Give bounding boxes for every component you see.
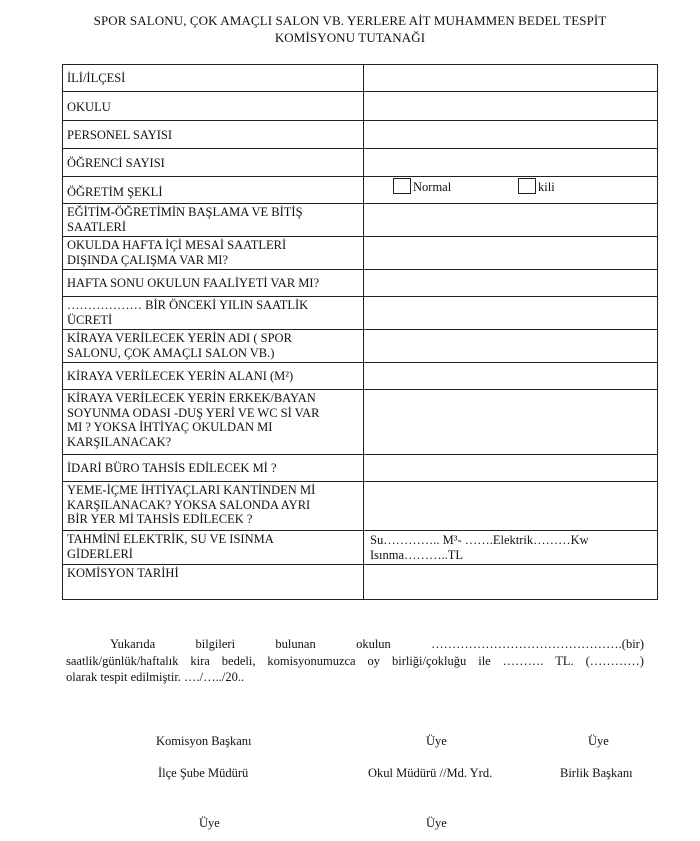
row-personel <box>63 121 658 149</box>
label-ogrenci: ÖĞRENCİ SAYISI <box>63 149 364 177</box>
decision-paragraph <box>66 636 644 686</box>
label-saatlik-ucret <box>63 297 364 330</box>
row-ogrenci <box>63 149 658 177</box>
row-saatlik-ucret <box>63 297 658 330</box>
label-egitim-saatleri <box>63 204 364 237</box>
label-line: DIŞINDA ÇALIŞMA VAR MI? <box>67 252 229 267</box>
ikili-checkbox[interactable] <box>518 178 536 194</box>
field-okulu[interactable] <box>364 92 658 121</box>
row-soyunma-odasi <box>63 390 658 455</box>
word: bulunan <box>275 637 316 651</box>
word: bilgileri <box>195 637 236 651</box>
signature-okul-muduru: Okul Müdürü //Md. Yrd. <box>368 766 493 780</box>
expenses-line-2: Isınma………..TL <box>370 547 464 562</box>
label-mesai-disi <box>63 237 364 270</box>
field-ogrenci[interactable] <box>364 149 658 177</box>
signature-ilce-sube-muduru: İlçe Şube Müdürü <box>158 766 249 780</box>
word: Yukarıda <box>110 637 156 651</box>
word: ………. <box>502 653 544 668</box>
option-ikili[interactable] <box>518 178 555 195</box>
word: birliği/çokluğu <box>391 653 467 668</box>
word: TL. <box>555 653 574 668</box>
row-egitim-saatleri <box>63 204 658 237</box>
signature-komisyon-baskani: Komisyon Başkanı <box>156 734 252 748</box>
field-yer-adi[interactable] <box>364 330 658 363</box>
field-ogretim-sekli <box>364 177 658 204</box>
label-idari-buro: İDARİ BÜRO TAHSİS EDİLECEK Mİ ? <box>63 455 364 482</box>
label-ogretim-sekli: ÖĞRETİM ŞEKLİ <box>63 177 364 204</box>
option-normal-label: Normal <box>413 180 452 194</box>
row-yer-adi <box>63 330 658 363</box>
field-giderler[interactable] <box>364 531 658 565</box>
row-giderler <box>63 531 658 565</box>
row-ogretim-sekli <box>63 177 658 204</box>
label-yeme-icme <box>63 482 364 531</box>
label-yer-alani: KİRAYA VERİLECEK YERİN ALANI (M²) <box>63 363 364 390</box>
title-line-1: SPOR SALONU, ÇOK AMAÇLI SALON VB. YERLERE AİT MUHAMMEN BEDEL TESPİT <box>93 13 607 28</box>
label-line: TAHMİNİ ELEKTRİK, SU VE ISINMA <box>67 532 274 546</box>
label-line: MI ? YOKSA İHTİYAÇ OKULDAN MI <box>67 420 273 434</box>
label-line: KİRAYA VERİLECEK YERİN ERKEK/BAYAN <box>67 391 316 405</box>
field-idari-buro[interactable] <box>364 455 658 482</box>
label-hafta-sonu: HAFTA SONU OKULUN FAALİYETİ VAR MI? <box>63 270 364 297</box>
signature-birlik-baskani: Birlik Başkanı <box>560 766 633 780</box>
word: bedeli, <box>221 653 256 668</box>
word: ……………………………………….(bir) <box>431 637 644 651</box>
field-hafta-sonu[interactable] <box>364 270 658 297</box>
row-yer-alani <box>63 363 658 390</box>
paragraph-line-3: olarak tespit edilmiştir. …./…../20.. <box>66 670 245 684</box>
label-komisyon-tarihi: KOMİSYON TARİHİ <box>63 565 364 600</box>
field-personel[interactable] <box>364 121 658 149</box>
row-idari-buro <box>63 455 658 482</box>
option-ikili-label: kili <box>538 180 555 194</box>
label-line: ÜCRETİ <box>67 312 113 327</box>
normal-checkbox[interactable] <box>393 178 411 194</box>
row-okulu <box>63 92 658 121</box>
label-line: OKULDA HAFTA İÇİ MESAİ SAATLERİ <box>67 238 287 252</box>
label-soyunma-odasi <box>63 390 364 455</box>
label-line: GİDERLERİ <box>67 546 133 561</box>
label-line: ……………… BİR ÖNCEKİ YILIN SAATLİK <box>67 298 309 312</box>
row-yeme-icme <box>63 482 658 531</box>
document-title <box>0 12 700 46</box>
field-il-ilce[interactable] <box>364 65 658 92</box>
field-saatlik-ucret[interactable] <box>364 297 658 330</box>
label-okulu: OKULU <box>63 92 364 121</box>
label-line: YEME-İÇME İHTİYAÇLARI KANTİNDEN Mİ <box>67 483 316 497</box>
label-line: SAATLERİ <box>67 219 127 234</box>
word: saatlik/günlük/haftalık <box>66 653 179 668</box>
word: oy <box>367 653 381 668</box>
word: komisyonumuzca <box>267 653 356 668</box>
word: okulun <box>356 637 391 651</box>
field-mesai-disi[interactable] <box>364 237 658 270</box>
signature-uye-1: Üye <box>426 734 447 748</box>
label-line: SALONU, ÇOK AMAÇLI SALON VB.) <box>67 345 275 360</box>
field-yeme-icme[interactable] <box>364 482 658 531</box>
label-line: SOYUNMA ODASI -DUŞ YERİ VE WC Sİ VAR <box>67 405 320 420</box>
row-hafta-sonu <box>63 270 658 297</box>
word: kira <box>190 653 210 668</box>
label-line: KARŞILANACAK? YOKSA SALONDA AYRI <box>67 497 311 512</box>
title-line-2: KOMİSYONU TUTANAĞI <box>274 30 426 45</box>
field-yer-alani[interactable] <box>364 363 658 390</box>
label-line: BİR YER Mİ TAHSİS EDİLECEK ? <box>67 512 253 526</box>
label-yer-adi <box>63 330 364 363</box>
field-soyunma-odasi[interactable] <box>364 390 658 455</box>
row-komisyon-tarihi <box>63 565 658 600</box>
label-line: EĞİTİM-ÖĞRETİMİN BAŞLAMA VE BİTİŞ <box>67 205 303 219</box>
form-table <box>62 64 658 600</box>
label-line: KARŞILANACAK? <box>67 434 172 449</box>
signature-uye-3: Üye <box>199 816 220 830</box>
field-egitim-saatleri[interactable] <box>364 204 658 237</box>
label-personel: PERSONEL SAYISI <box>63 121 364 149</box>
signature-uye-2: Üye <box>588 734 609 748</box>
word: ile <box>478 653 491 668</box>
row-mesai-disi <box>63 237 658 270</box>
paragraph-line-1 <box>66 636 644 653</box>
field-komisyon-tarihi[interactable] <box>364 565 658 600</box>
label-il-ilce: İLİ/İLÇESİ <box>63 65 364 92</box>
label-line: KİRAYA VERİLECEK YERİN ADI ( SPOR <box>67 331 292 345</box>
row-il-ilce <box>63 65 658 92</box>
word: (…………) <box>585 653 644 668</box>
expenses-line-1: Su………….. M³- …….Elektrik………Kw <box>370 533 589 547</box>
option-normal[interactable] <box>393 178 451 195</box>
label-giderler <box>63 531 364 565</box>
paragraph-line-2 <box>66 653 644 670</box>
signature-uye-4: Üye <box>426 816 447 830</box>
